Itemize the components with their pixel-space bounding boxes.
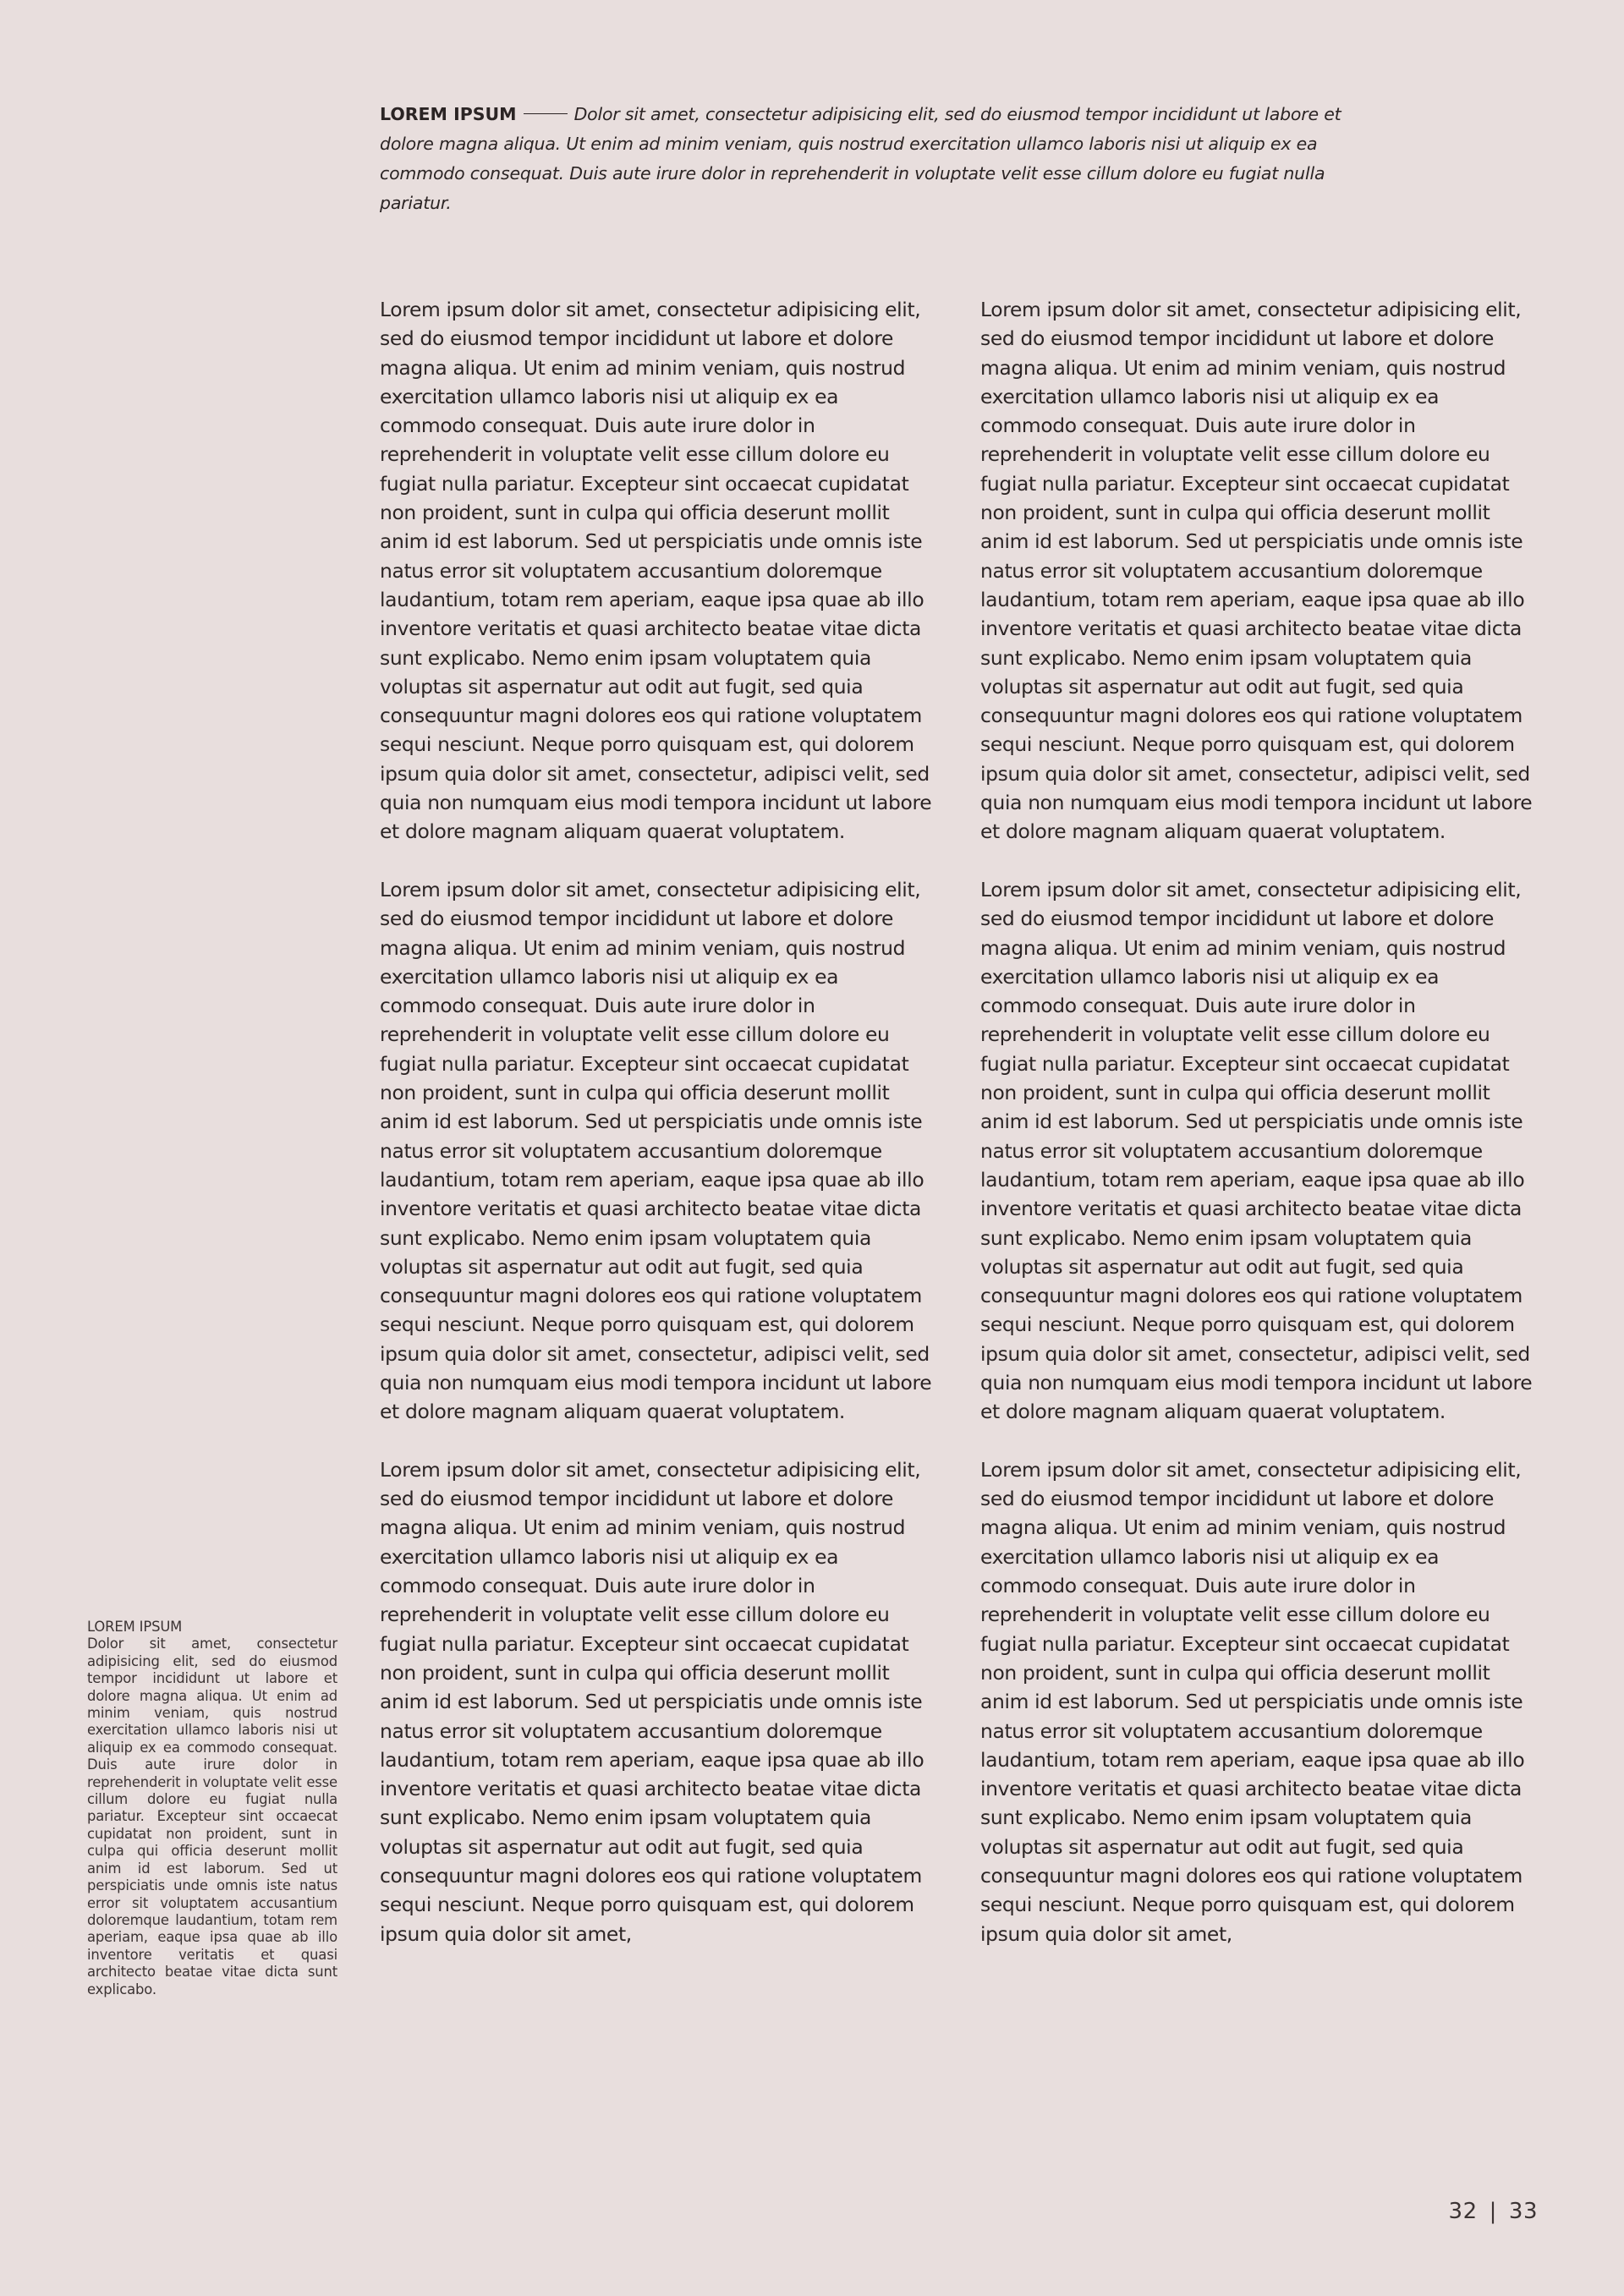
body-paragraph: Lorem ipsum dolor sit amet, consectetur adipisicing elit, sed do eiusmod tempor incididunt ut labore et dolore magna aliqua. Ut enim ad minim veniam, quis nostrud exercitation ullamco laboris nisi ut aliquip ex ea commodo consequat. Duis aute irure dolor in reprehenderit in voluptate velit esse cillum dolore eu fugiat nulla pariatur. Excepteur sint occaecat cupidatat non proident, sunt in culpa qui officia deserunt mollit anim id est laborum. Sed ut perspiciatis unde omnis iste natus error sit voluptatem accusantium doloremque laudantium, totam rem aperiam, eaque ipsa quae ab illo inventore veritatis et quasi architecto beatae vitae dicta sunt explicabo. Nemo enim ipsam voluptatem quia voluptas sit aspernatur aut odit aut fugit, sed quia consequuntur magni dolores eos qui ratione voluptatem sequi nesciunt. Neque porro quisquam est, qui dolorem ipsum quia dolor sit amet, consectetur, adipisci velit, sed quia non numquam eius modi tempora incidunt ut labore et dolore magnam aliquam quaerat voluptatem. — [980, 298, 1533, 844]
body-paragraph: Lorem ipsum dolor sit amet, consectetur adipisicing elit, sed do eiusmod tempor incididunt ut labore et dolore magna aliqua. Ut enim ad minim veniam, quis nostrud exercitation ullamco laboris nisi ut aliquip ex ea commodo consequat. Duis aute irure dolor in reprehenderit in voluptate velit esse cillum dolore eu fugiat nulla pariatur. Excepteur sint occaecat cupidatat non proident, sunt in culpa qui officia deserunt mollit anim id est laborum. Sed ut perspiciatis unde omnis iste natus error sit voluptatem accusantium doloremque laudantium, totam rem aperiam, eaque ipsa quae ab illo inventore veritatis et quasi architecto beatae vitae dicta sunt explicabo. Nemo enim ipsam voluptatem quia voluptas sit aspernatur aut odit aut fugit, sed quia consequuntur magni dolores eos qui ratione voluptatem sequi nesciunt. Neque porro quisquam est, qui dolorem ipsum quia dolor sit amet, consectetur, adipisci velit, sed quia non numquam eius modi tempora incidunt ut labore et dolore magnam aliquam quaerat voluptatem. — [380, 298, 932, 844]
page-number-separator: | — [1489, 2199, 1497, 2224]
header-title: LOREM IPSUM — [380, 104, 517, 124]
body-paragraph: Lorem ipsum dolor sit amet, consectetur adipisicing elit, sed do eiusmod tempor incididunt ut labore et dolore magna aliqua. Ut enim ad minim veniam, quis nostrud exercitation ullamco laboris nisi ut aliquip ex ea commodo consequat. Duis aute irure dolor in reprehenderit in voluptate velit esse cillum dolore eu fugiat nulla pariatur. Excepteur sint occaecat cupidatat non proident, sunt in culpa qui officia deserunt mollit anim id est laborum. Sed ut perspiciatis unde omnis iste natus error sit voluptatem accusantium doloremque laudantium, totam rem aperiam, eaque ipsa quae ab illo inventore veritatis et quasi architecto beatae vitae dicta sunt explicabo. Nemo enim ipsam voluptatem quia voluptas sit aspernatur aut odit aut fugit, sed quia consequuntur magni dolores eos qui ratione voluptatem sequi nesciunt. Neque porro quisquam est, qui dolorem ipsum quia dolor sit amet, consectetur, adipisci velit, sed quia non numquam eius modi tempora incidunt ut labore et dolore magnam aliquam quaerat voluptatem. — [380, 877, 932, 1424]
sidebar-text: Dolor sit amet, consectetur adipisicing elit, sed do eiusmod tempor incididunt ut labore et dolore magna aliqua. Ut enim ad minim veniam, quis nostrud exercitation ullamco laboris nisi ut aliquip ex ea commodo consequat. Duis aute irure dolor in reprehenderit in voluptate velit esse cillum dolore eu fugiat nulla pariatur. Excepteur sint occaecat cupidatat non proident, sunt in culpa qui officia deserunt mollit anim id est laborum. Sed ut perspiciatis unde omnis iste natus error sit voluptatem accusantium doloremque laudantium, totam rem aperiam, eaque ipsa quae ab illo inventore veritatis et quasi architecto beatae vitae dicta sunt explicabo. — [87, 1636, 337, 1997]
page-numbers — [1449, 2199, 1538, 2224]
page-number-left: 32 — [1448, 2199, 1478, 2224]
header-text: Dolor sit amet, consectetur adipisicing elit, sed do eiusmod tempor incididunt ut labore et dolore magna aliqua. Ut enim ad minim veniam, quis nostrud exercitation ullamco laboris nisi ut aliquip ex ea commodo consequat. Duis aute irure dolor in reprehenderit in voluptate velit esse cillum dolore eu fugiat nulla pariatur. — [380, 104, 1341, 213]
sidebar-title: LOREM IPSUM — [87, 1619, 183, 1635]
body-paragraph: Lorem ipsum dolor sit amet, consectetur adipisicing elit, sed do eiusmod tempor incididunt ut labore et dolore magna aliqua. Ut enim ad minim veniam, quis nostrud exercitation ullamco laboris nisi ut aliquip ex ea commodo consequat. Duis aute irure dolor in reprehenderit in voluptate velit esse cillum dolore eu fugiat nulla pariatur. Excepteur sint occaecat cupidatat non proident, sunt in culpa qui officia deserunt mollit anim id est laborum. Sed ut perspiciatis unde omnis iste natus error sit voluptatem accusantium doloremque laudantium, totam rem aperiam, eaque ipsa quae ab illo inventore veritatis et quasi architecto beatae vitae dicta sunt explicabo. Nemo enim ipsam voluptatem quia voluptas sit aspernatur aut odit aut fugit, sed quia consequuntur magni dolores eos qui ratione voluptatem sequi nesciunt. Neque porro quisquam est, qui dolorem ipsum quia dolor sit amet, consectetur, adipisci velit, sed quia non numquam eius modi tempora incidunt ut labore et dolore magnam aliquam quaerat voluptatem. — [980, 877, 1533, 1424]
text-column-left — [380, 295, 938, 1977]
pull-quote-header — [380, 100, 1378, 218]
body-paragraph: Lorem ipsum dolor sit amet, consectetur adipisicing elit, sed do eiusmod tempor incididunt ut labore et dolore magna aliqua. Ut enim ad minim veniam, quis nostrud exercitation ullamco laboris nisi ut aliquip ex ea commodo consequat. Duis aute irure dolor in reprehenderit in voluptate velit esse cillum dolore eu fugiat nulla pariatur. Excepteur sint occaecat cupidatat non proident, sunt in culpa qui officia deserunt mollit anim id est laborum. Sed ut perspiciatis unde omnis iste natus error sit voluptatem accusantium doloremque laudantium, totam rem aperiam, eaque ipsa quae ab illo inventore veritatis et quasi architecto beatae vitae dicta sunt explicabo. Nemo enim ipsam voluptatem quia voluptas sit aspernatur aut odit aut fugit, sed quia consequuntur magni dolores eos qui ratione voluptatem sequi nesciunt. Neque porro quisquam est, qui dolorem ipsum quia dolor sit amet, — [980, 1457, 1525, 1946]
sidebar-note — [87, 1619, 337, 1998]
header-rule-divider — [524, 113, 568, 114]
page-number-right: 33 — [1508, 2199, 1538, 2224]
text-column-right — [980, 295, 1539, 1977]
body-paragraph: Lorem ipsum dolor sit amet, consectetur adipisicing elit, sed do eiusmod tempor incididunt ut labore et dolore magna aliqua. Ut enim ad minim veniam, quis nostrud exercitation ullamco laboris nisi ut aliquip ex ea commodo consequat. Duis aute irure dolor in reprehenderit in voluptate velit esse cillum dolore eu fugiat nulla pariatur. Excepteur sint occaecat cupidatat non proident, sunt in culpa qui officia deserunt mollit anim id est laborum. Sed ut perspiciatis unde omnis iste natus error sit voluptatem accusantium doloremque laudantium, totam rem aperiam, eaque ipsa quae ab illo inventore veritatis et quasi architecto beatae vitae dicta sunt explicabo. Nemo enim ipsam voluptatem quia voluptas sit aspernatur aut odit aut fugit, sed quia consequuntur magni dolores eos qui ratione voluptatem sequi nesciunt. Neque porro quisquam est, qui dolorem ipsum quia dolor sit amet, — [380, 1457, 924, 1946]
